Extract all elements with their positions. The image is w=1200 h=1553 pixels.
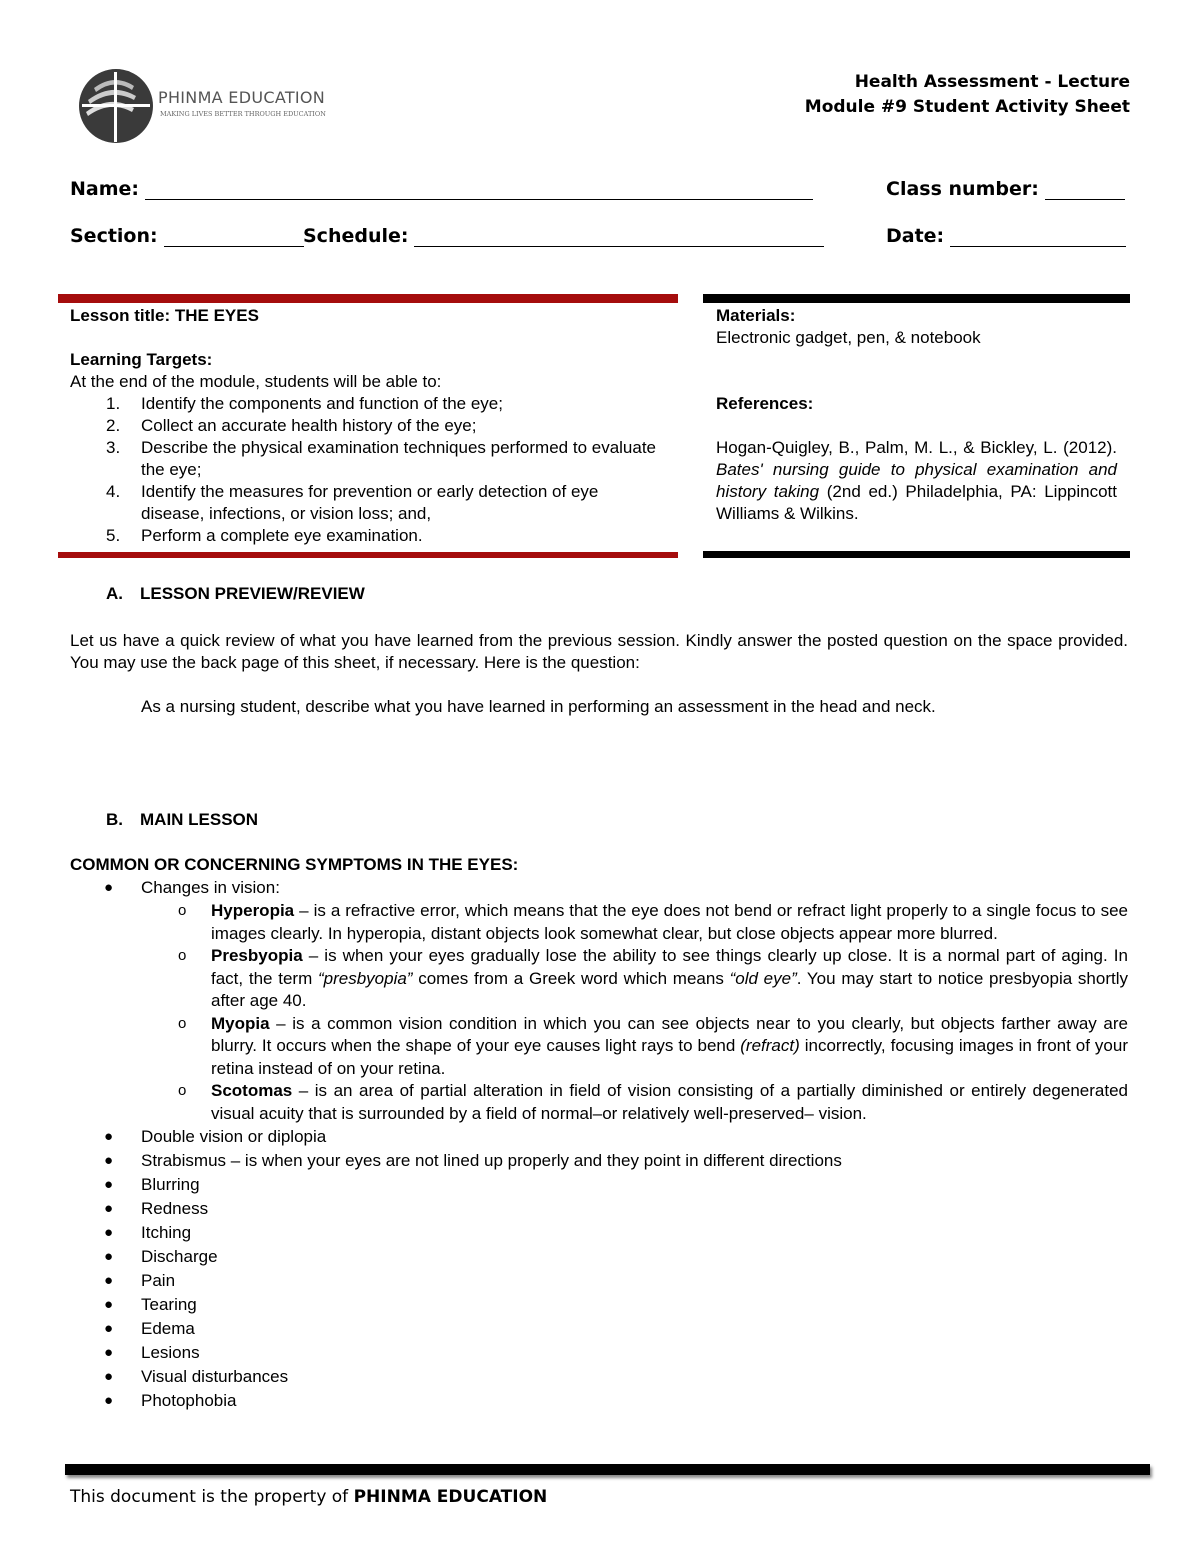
- list-item: ● Redness: [104, 1199, 209, 1218]
- schedule-field: [303, 225, 824, 247]
- list-item: ● Strabismus – is when your eyes are not lined up properly and they point in different directions: [104, 1151, 842, 1170]
- list-item: 3. Describe the physical examination techniques performed to evaluate the eye;: [106, 438, 657, 479]
- symptoms-list: [70, 876, 1128, 1413]
- list-item: ● Discharge: [104, 1247, 218, 1266]
- learning-targets-heading: Learning Targets:: [70, 350, 213, 369]
- list-item: ● Edema: [104, 1319, 195, 1338]
- section-field: [70, 225, 304, 247]
- lesson-box-top-border: [58, 294, 678, 303]
- class-number-label: Class number:: [886, 178, 1039, 200]
- name-label: Name:: [70, 178, 140, 200]
- review-question: As a nursing student, describe what you have learned in performing an assessment in the head and neck.: [141, 697, 936, 716]
- list-item: 2. Collect an accurate health history of the eye;: [106, 416, 477, 435]
- name-input[interactable]: [145, 179, 813, 200]
- materials-box: [716, 305, 1117, 525]
- schedule-label: Schedule:: [303, 225, 409, 247]
- footer-text: This document is the property of PHINMA EDUCATION: [70, 1487, 548, 1507]
- list-item: ● Double vision or diplopia: [104, 1127, 327, 1146]
- symptoms-subheading: COMMON OR CONCERNING SYMPTOMS IN THE EYES:: [70, 855, 519, 874]
- materials-box-bottom-border: [703, 551, 1130, 558]
- sub-item-hyperopia: o Hyperopia – is a refractive error, which means that the eye does not bend or refract light properly to a single focus to see images clearly. In hyperopia, distant objects look somewhat clear, but close objects appear more blurred.: [178, 901, 1128, 943]
- list-item: ● Visual disturbances: [104, 1367, 289, 1386]
- list-item: ● Photophobia: [104, 1391, 237, 1410]
- section-label: Section:: [70, 225, 158, 247]
- name-field: [70, 178, 813, 200]
- lesson-box: [70, 305, 670, 547]
- list-item: ● Changes in vision:: [104, 878, 280, 897]
- class-number-input[interactable]: [1045, 179, 1125, 200]
- list-item: 5. Perform a complete eye examination.: [106, 526, 423, 545]
- logo-text: PHINMA EDUCATION: [158, 88, 326, 107]
- materials-text: Electronic gadget, pen, & notebook: [716, 328, 981, 347]
- schedule-input[interactable]: [414, 226, 824, 247]
- section-input[interactable]: [164, 226, 304, 247]
- list-item: ● Blurring: [104, 1175, 200, 1194]
- materials-box-top-border: [703, 294, 1130, 303]
- symptoms-bullets: [70, 1125, 1128, 1413]
- sub-item-myopia: o Myopia – is a common vision condition in which you can see objects near to you clearly, but objects farther away are blurry. It occurs when the shape of your eye causes light rays to bend (refract) incorrectly, focusing images in front of your retina instead of on your retina.: [178, 1013, 1128, 1078]
- list-item: ● Pain: [104, 1271, 176, 1290]
- references-heading: References:: [716, 394, 814, 413]
- learning-targets-list: [70, 393, 670, 547]
- materials-heading: Materials:: [716, 306, 796, 325]
- phinma-logo: [74, 68, 344, 148]
- sub-item-presbyopia: o Presbyopia – is when your eyes gradually lose the ability to see things clearly up close. It is a normal part of aging. In fact, the term “presbyopia” comes from a Greek word which means “old eye”. You may start to notice presbyopia shortly after age 40.: [178, 946, 1128, 1010]
- list-item: ● Lesions: [104, 1343, 200, 1362]
- section-b-heading: B. MAIN LESSON: [106, 810, 259, 829]
- module-title: Module #9 Student Activity Sheet: [804, 97, 1130, 117]
- list-item: 1. Identify the components and function of the eye;: [106, 394, 503, 413]
- section-a-paragraph: Let us have a quick review of what you have learned from the previous session. Kindly answer the posted question on the space provided. You may use the back page of this sheet, if necessary. Here is the question:: [70, 631, 1128, 672]
- class-number-field: [886, 178, 1125, 200]
- date-input[interactable]: [950, 226, 1126, 247]
- list-item: 4. Identify the measures for prevention or early detection of eye disease, infections, or vision loss; and,: [106, 482, 599, 523]
- date-field: [886, 225, 1126, 247]
- learning-targets-intro: At the end of the module, students will be able to:: [70, 372, 442, 391]
- logo-tagline: MAKING LIVES BETTER THROUGH EDUCATION: [160, 110, 326, 118]
- section-a-heading: A. LESSON PREVIEW/REVIEW: [106, 584, 365, 603]
- lesson-box-bottom-border: [58, 552, 678, 558]
- list-item: ● Itching: [104, 1223, 192, 1242]
- footer-divider: [65, 1464, 1150, 1475]
- course-title: Health Assessment - Lecture: [854, 72, 1130, 92]
- list-item: ● Tearing: [104, 1295, 197, 1314]
- lesson-title: Lesson title: THE EYES: [70, 306, 259, 325]
- reference-entry: Hogan-Quigley, B., Palm, M. L., & Bickley, L. (2012). Bates' nursing guide to physical examination and history taking (2nd ed.) Philadelphia, PA: Lippincott Williams & Wilkins.: [716, 438, 1117, 523]
- date-label: Date:: [886, 225, 945, 247]
- logo-emblem-icon: [74, 68, 344, 148]
- sub-item-scotomas: o Scotomas – is an area of partial alteration in field of vision consisting of a partially diminished or entirely degenerated visual acuity that is surrounded by a field of normal–or relatively well-preserved– vision.: [178, 1081, 1128, 1123]
